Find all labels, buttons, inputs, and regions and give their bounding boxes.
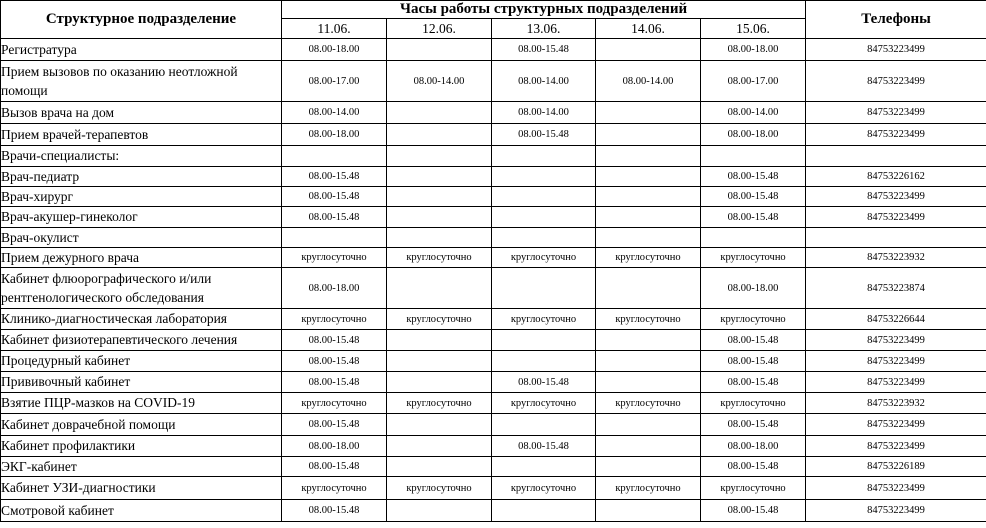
hours-cell	[282, 228, 387, 248]
phone-cell: 84753223499	[806, 207, 986, 228]
hours-cell: 08.00-15.48	[282, 351, 387, 372]
phone-cell: 84753223499	[806, 477, 986, 500]
unit-name-cell: Клинико-диагностическая лаборатория	[1, 309, 282, 330]
table-row	[1, 39, 986, 61]
hours-cell	[596, 207, 701, 228]
hours-cell: 08.00-17.00	[282, 61, 387, 102]
hours-cell: 08.00-15.48	[282, 414, 387, 436]
unit-name-cell: Кабинет доврачебной помощи	[1, 414, 282, 436]
hours-cell	[387, 414, 492, 436]
hours-cell: 08.00-14.00	[492, 102, 596, 124]
table-row	[1, 309, 986, 330]
hours-cell: круглосуточно	[282, 477, 387, 500]
phone-cell: 84753223932	[806, 248, 986, 268]
unit-name-cell: Врач-окулист	[1, 228, 282, 248]
phone-cell: 84753223499	[806, 414, 986, 436]
hours-cell: 08.00-18.00	[701, 268, 806, 309]
hours-cell: круглосуточно	[387, 477, 492, 500]
hours-cell	[596, 124, 701, 146]
hours-cell: 08.00-18.00	[282, 39, 387, 61]
hours-cell: круглосуточно	[596, 393, 701, 414]
unit-name-cell: Кабинет физиотерапевтического лечения	[1, 330, 282, 351]
hours-cell	[596, 268, 701, 309]
unit-name-cell: Вызов врача на дом	[1, 102, 282, 124]
unit-name-cell: Прием вызовов по оказанию неотложной помощи	[1, 61, 282, 102]
table-row	[1, 228, 986, 248]
table-row	[1, 124, 986, 146]
hours-cell	[387, 436, 492, 457]
hours-cell	[596, 351, 701, 372]
hours-cell	[492, 500, 596, 522]
hours-cell: 08.00-15.48	[492, 372, 596, 393]
hours-cell	[387, 167, 492, 187]
phones-column-header: Телефоны	[806, 1, 986, 39]
table-row	[1, 500, 986, 522]
hours-cell	[387, 268, 492, 309]
table-row	[1, 248, 986, 268]
hours-cell	[596, 330, 701, 351]
phone-cell: 84753223499	[806, 500, 986, 522]
unit-name-cell: Регистратура	[1, 39, 282, 61]
hours-cell: 08.00-15.48	[492, 124, 596, 146]
hours-cell: круглосуточно	[282, 309, 387, 330]
hours-cell: круглосуточно	[492, 309, 596, 330]
hours-cell: круглосуточно	[701, 477, 806, 500]
hours-cell: 08.00-18.00	[701, 39, 806, 61]
phone-cell: 84753223499	[806, 102, 986, 124]
hours-cell: 08.00-15.48	[701, 187, 806, 207]
date-header: 14.06.	[596, 19, 701, 39]
hours-cell	[492, 414, 596, 436]
date-header: 11.06.	[282, 19, 387, 39]
hours-cell	[701, 228, 806, 248]
hours-cell: 08.00-14.00	[492, 61, 596, 102]
table-row	[1, 414, 986, 436]
hours-cell: 08.00-14.00	[596, 61, 701, 102]
hours-cell: 08.00-15.48	[701, 500, 806, 522]
unit-name-cell: Процедурный кабинет	[1, 351, 282, 372]
hours-cell: 08.00-15.48	[282, 187, 387, 207]
unit-name-cell: Врач-хирург	[1, 187, 282, 207]
hours-cell	[492, 228, 596, 248]
hours-cell	[387, 187, 492, 207]
hours-cell	[387, 124, 492, 146]
table-row	[1, 268, 986, 309]
hours-cell: круглосуточно	[387, 393, 492, 414]
hours-cell: круглосуточно	[492, 477, 596, 500]
hours-cell	[596, 146, 701, 167]
phone-cell: 84753226162	[806, 167, 986, 187]
hours-cell	[387, 146, 492, 167]
table-row	[1, 457, 986, 477]
hours-cell: 08.00-15.48	[701, 372, 806, 393]
hours-cell	[387, 330, 492, 351]
hours-cell: 08.00-15.48	[492, 39, 596, 61]
header-row-top	[1, 1, 986, 19]
phone-cell	[806, 146, 986, 167]
hours-cell: 08.00-18.00	[282, 268, 387, 309]
hours-cell: 08.00-15.48	[701, 457, 806, 477]
hours-cell: круглосуточно	[282, 248, 387, 268]
hours-cell	[596, 228, 701, 248]
hours-group-header: Часы работы структурных подразделений	[282, 1, 806, 19]
unit-name-cell: Кабинет профилактики	[1, 436, 282, 457]
hours-cell: круглосуточно	[282, 393, 387, 414]
phone-cell: 84753226189	[806, 457, 986, 477]
hours-cell: 08.00-15.48	[282, 167, 387, 187]
unit-name-cell: Врач-педиатр	[1, 167, 282, 187]
hours-cell	[596, 457, 701, 477]
hours-cell	[596, 414, 701, 436]
table-row	[1, 102, 986, 124]
unit-name-cell: Врачи-специалисты:	[1, 146, 282, 167]
phone-cell: 84753223499	[806, 39, 986, 61]
hours-cell	[596, 372, 701, 393]
unit-name-cell: Взятие ПЦР-мазков на COVID-19	[1, 393, 282, 414]
hours-cell: 08.00-18.00	[701, 124, 806, 146]
table-row	[1, 372, 986, 393]
phone-cell: 84753223499	[806, 330, 986, 351]
hours-cell: 08.00-14.00	[387, 61, 492, 102]
phone-cell: 84753223499	[806, 187, 986, 207]
hours-cell	[701, 146, 806, 167]
unit-name-cell: Врач-акушер-гинеколог	[1, 207, 282, 228]
hours-cell: 08.00-15.48	[701, 414, 806, 436]
hours-cell	[282, 146, 387, 167]
phone-cell: 84753226644	[806, 309, 986, 330]
table-row	[1, 167, 986, 187]
phone-cell: 84753223499	[806, 351, 986, 372]
hours-cell: 08.00-17.00	[701, 61, 806, 102]
hours-cell: 08.00-18.00	[701, 436, 806, 457]
phone-cell: 84753223499	[806, 372, 986, 393]
hours-cell	[596, 500, 701, 522]
hours-cell	[387, 457, 492, 477]
table-row	[1, 351, 986, 372]
hours-cell: 08.00-15.48	[701, 207, 806, 228]
hours-cell	[387, 500, 492, 522]
unit-column-header: Структурное подразделение	[1, 1, 282, 39]
hours-cell	[387, 102, 492, 124]
hours-cell: 08.00-15.48	[492, 436, 596, 457]
table-row	[1, 207, 986, 228]
table-row	[1, 393, 986, 414]
hours-cell: круглосуточно	[701, 309, 806, 330]
hours-cell	[596, 102, 701, 124]
phone-cell: 84753223499	[806, 124, 986, 146]
hours-cell: круглосуточно	[596, 477, 701, 500]
hours-cell: круглосуточно	[701, 393, 806, 414]
hours-cell: 08.00-14.00	[282, 102, 387, 124]
phone-cell: 84753223874	[806, 268, 986, 309]
hours-cell: 08.00-14.00	[701, 102, 806, 124]
hours-cell: круглосуточно	[387, 248, 492, 268]
phone-cell: 84753223499	[806, 436, 986, 457]
hours-cell: 08.00-15.48	[282, 330, 387, 351]
table-row	[1, 146, 986, 167]
hours-cell	[596, 167, 701, 187]
hours-cell	[596, 436, 701, 457]
table-row	[1, 187, 986, 207]
hours-cell	[387, 372, 492, 393]
hours-cell: 08.00-18.00	[282, 124, 387, 146]
hours-cell: 08.00-15.48	[282, 500, 387, 522]
unit-name-cell: Прием дежурного врача	[1, 248, 282, 268]
hours-cell: 08.00-15.48	[282, 372, 387, 393]
table-row	[1, 61, 986, 102]
unit-name-cell: Кабинет УЗИ-диагностики	[1, 477, 282, 500]
unit-name-cell: Смотровой кабинет	[1, 500, 282, 522]
hours-cell: круглосуточно	[701, 248, 806, 268]
hours-cell: 08.00-15.48	[701, 351, 806, 372]
hours-cell	[492, 457, 596, 477]
hours-cell: 08.00-18.00	[282, 436, 387, 457]
hours-cell	[492, 268, 596, 309]
hours-cell: круглосуточно	[492, 393, 596, 414]
date-header: 13.06.	[492, 19, 596, 39]
unit-name-cell: Кабинет флюорографического и/или рентгенологического обследования	[1, 268, 282, 309]
date-header: 15.06.	[701, 19, 806, 39]
hours-cell	[492, 167, 596, 187]
phone-cell	[806, 228, 986, 248]
hours-cell: 08.00-15.48	[701, 167, 806, 187]
unit-name-cell: ЭКГ-кабинет	[1, 457, 282, 477]
hours-cell	[387, 351, 492, 372]
hours-cell	[387, 207, 492, 228]
hours-cell: круглосуточно	[596, 248, 701, 268]
hours-cell	[492, 330, 596, 351]
phone-cell: 84753223932	[806, 393, 986, 414]
table-row	[1, 477, 986, 500]
hours-cell	[387, 228, 492, 248]
unit-name-cell: Прием врачей-терапевтов	[1, 124, 282, 146]
hours-cell: круглосуточно	[492, 248, 596, 268]
hours-cell	[492, 187, 596, 207]
table-row	[1, 436, 986, 457]
hours-cell	[492, 146, 596, 167]
table-row	[1, 330, 986, 351]
date-header: 12.06.	[387, 19, 492, 39]
hours-cell: 08.00-15.48	[282, 457, 387, 477]
hours-cell: круглосуточно	[596, 309, 701, 330]
unit-name-cell: Прививочный кабинет	[1, 372, 282, 393]
hours-cell: круглосуточно	[387, 309, 492, 330]
phone-cell: 84753223499	[806, 61, 986, 102]
hours-cell	[492, 207, 596, 228]
hours-cell	[387, 39, 492, 61]
hours-cell: 08.00-15.48	[282, 207, 387, 228]
hours-cell	[596, 39, 701, 61]
hours-cell	[596, 187, 701, 207]
hours-cell: 08.00-15.48	[701, 330, 806, 351]
hours-cell	[492, 351, 596, 372]
